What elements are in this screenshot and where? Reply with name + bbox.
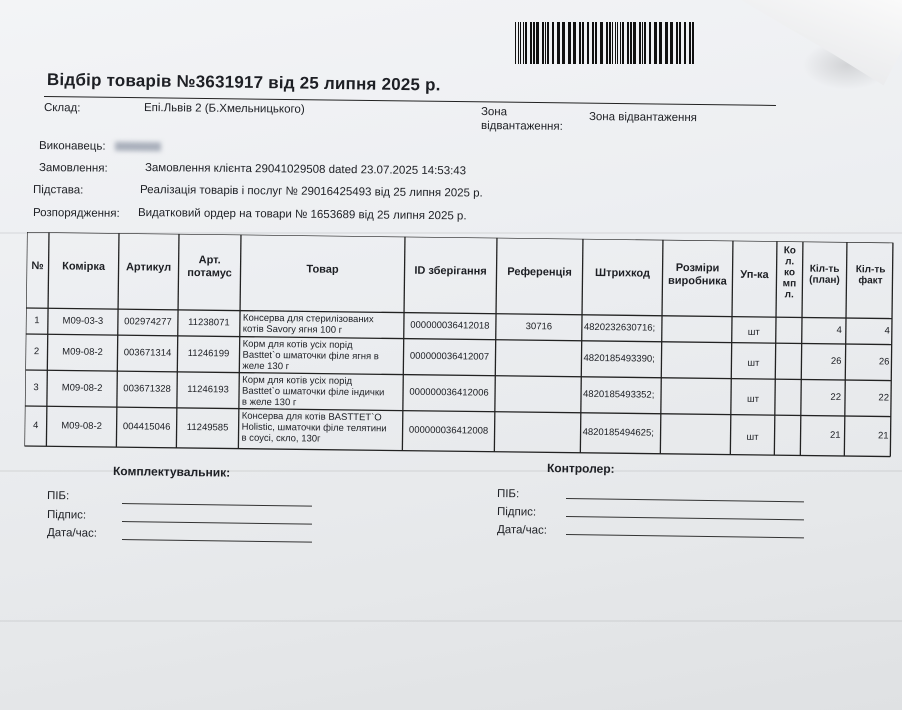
zona-label-line1: Зона <box>480 106 508 119</box>
cell-tovar-line: котів Savory ягня 100 г <box>242 323 343 336</box>
cell-no: 1 <box>34 315 40 327</box>
zona-value: Зона відвантаження <box>588 111 697 125</box>
vykonavets-row <box>39 140 161 153</box>
header-upka: Уп-ка <box>740 268 769 282</box>
cell-artykul: 002974277 <box>124 316 172 328</box>
pidstava-label: Підстава: <box>32 184 84 197</box>
cell-tovar-line: Basttet`o шматочки філе індички <box>242 385 385 399</box>
vykonavets-label: Виконавець: <box>38 140 106 153</box>
right-data-line[interactable] <box>566 534 804 538</box>
header-tovar: Товар <box>306 263 339 276</box>
zamovlennia-label: Замовлення: <box>38 162 108 175</box>
cell-art-potamus: 11246193 <box>187 383 229 396</box>
cell-plan: 22 <box>830 391 842 403</box>
left-pidpys-label: Підпис: <box>46 509 87 522</box>
items-table <box>24 232 902 461</box>
right-pidpys-line[interactable] <box>566 516 804 520</box>
cell-artykul: 004415046 <box>122 421 171 433</box>
kontroler-title: Контролер: <box>546 461 615 476</box>
cell-upka: шт <box>746 431 759 443</box>
header-fakt: Кіл-ть факт <box>855 264 886 287</box>
left-pib-line[interactable] <box>122 503 312 507</box>
cell-fakt: 21 <box>877 430 889 442</box>
cell-plan: 4 <box>836 324 842 336</box>
zamovlennia-value: Замовлення клієнта 29041029508 dated 23.07.2025 14:53:43 <box>144 162 467 178</box>
cell-upka: шт <box>746 393 760 405</box>
cell-tovar <box>242 339 402 374</box>
cell-barcode: 4820185493352; <box>582 388 655 401</box>
header-barcode: Штрихкод <box>594 266 651 280</box>
sklad-value: Епі.Львів 2 (Б.Хмельницького) <box>143 102 305 116</box>
cell-barcode: 4820185494625; <box>582 426 654 439</box>
cell-komirka: M09-03-3 <box>62 315 104 327</box>
cell-fakt: 26 <box>878 356 890 368</box>
cell-tovar-line: в желе 130 г <box>241 396 297 409</box>
cell-art-potamus: 11246199 <box>187 347 230 360</box>
cell-artykul: 003671328 <box>123 383 171 395</box>
cell-id: 000000036412008 <box>408 424 489 437</box>
cell-komirka: M09-08-2 <box>62 346 103 358</box>
header-id: ID зберігання <box>414 264 487 278</box>
cell-tovar-line: желе 130 г <box>242 360 290 373</box>
header-art-potamus: Арт. потамус <box>187 254 232 280</box>
cell-tovar <box>243 313 403 337</box>
cell-tovar-line: Holistic, шматочки філе телятини <box>241 421 387 435</box>
cell-tovar-line: Корм для котів усіх порід <box>242 374 353 387</box>
cell-upka: шт <box>747 357 760 369</box>
cell-tovar <box>241 411 401 446</box>
sklad-label: Склад: <box>43 102 81 115</box>
cell-id: 000000036412007 <box>409 350 490 363</box>
cell-ref: 30716 <box>525 321 553 333</box>
header-rozmiry: Розміри виробника <box>667 261 727 288</box>
rozporiadzhennia-label: Розпорядження: <box>32 207 120 220</box>
komplektuvalnyk-title: Комплектувальник: <box>112 464 231 480</box>
cell-tovar <box>242 375 402 410</box>
right-pib-line[interactable] <box>566 498 804 502</box>
header-kol-kompl: Ко л. ко мп л. <box>782 245 797 301</box>
cell-art-potamus: 11238071 <box>188 316 230 329</box>
right-pidpys-label: Підпис: <box>496 506 537 519</box>
cell-barcode: 4820185493390; <box>583 352 655 365</box>
cell-komirka: M09-08-2 <box>61 382 103 394</box>
redacted-name <box>115 142 161 151</box>
right-data-label: Дата/час: <box>496 524 548 537</box>
cell-plan: 26 <box>830 355 842 367</box>
rozporiadzhennia-value: Видатковий ордер на товари № 1653689 від 25 липня 2025 р. <box>137 207 467 223</box>
cell-id: 000000036412018 <box>410 319 490 332</box>
cell-tovar-line: Консерва для стерилізованих <box>242 312 374 326</box>
cell-fakt: 22 <box>878 392 890 404</box>
cell-art-potamus: 11249585 <box>186 421 229 434</box>
header-plan: Кіл-ть (план) <box>809 263 840 286</box>
header-komirka: Комірка <box>62 260 106 273</box>
zona-label-line2: відвантаження: <box>480 120 563 133</box>
cell-no: 4 <box>32 420 39 432</box>
cell-artykul: 003671314 <box>123 347 172 359</box>
left-data-line[interactable] <box>122 539 312 543</box>
cell-plan: 21 <box>829 429 841 441</box>
document-title: Відбір товарів №3631917 від 25 липня 2025 р. <box>46 70 441 95</box>
cell-barcode: 4820232630716; <box>583 321 656 334</box>
pidstava-value: Реалізація товарів і послуг № 29016425493 від 25 липня 2025 р. <box>139 184 483 200</box>
cell-id: 000000036412006 <box>409 386 489 399</box>
header-ref: Референція <box>507 265 572 279</box>
left-pib-label: ПІБ: <box>46 490 70 503</box>
cell-no: 2 <box>33 346 40 358</box>
cell-tovar-line: Консерва для котів BASTTET`O <box>241 410 382 424</box>
cell-tovar-line: в соусі, скло, 130г <box>241 432 321 445</box>
header-no: № <box>31 260 44 273</box>
cell-fakt: 4 <box>884 325 890 337</box>
left-pidpys-line[interactable] <box>122 521 312 525</box>
cell-komirka: M09-08-2 <box>61 420 103 432</box>
cell-no: 3 <box>33 382 39 394</box>
header-artykul: Артикул <box>125 261 172 274</box>
right-pib-label: ПІБ: <box>496 488 520 501</box>
cell-upka: шт <box>747 326 760 338</box>
cell-tovar-line: Корм для котів усіх порід <box>242 338 353 351</box>
left-data-label: Дата/час: <box>46 527 98 540</box>
barcode-graphic <box>515 22 697 64</box>
cell-tovar-line: Basttet`o шматочки філе ягня в <box>242 349 379 363</box>
